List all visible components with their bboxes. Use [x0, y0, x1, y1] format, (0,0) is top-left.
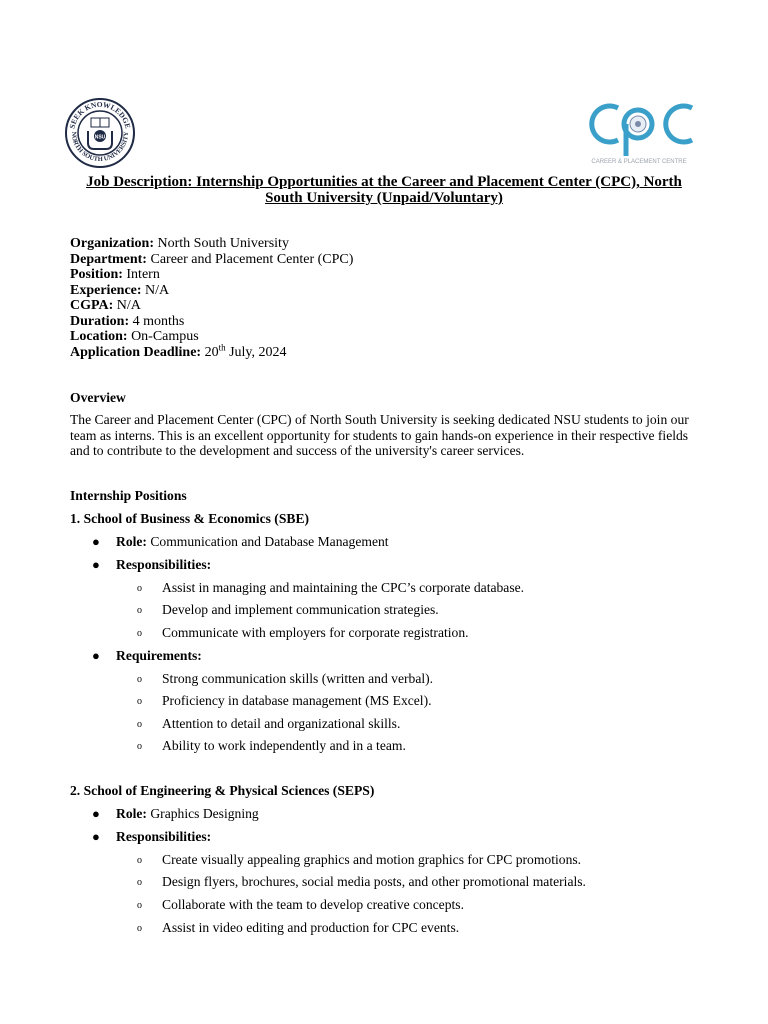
sub-bullet-icon: o: [137, 741, 142, 752]
sub-bullet-icon: o: [137, 923, 142, 934]
title-line-2: South University (Unpaid/Voluntary): [265, 190, 503, 206]
seps-heading: 2. School of Engineering & Physical Sciences (SEPS): [70, 783, 375, 798]
sbe-role: ● Role: Communication and Database Management: [92, 534, 389, 549]
sbe-responsibility-item: o Assist in managing and maintaining the CPC’s corporate database.: [137, 580, 525, 595]
sub-bullet-icon: o: [137, 877, 142, 888]
fact-organization: Organization: North South University: [70, 236, 289, 251]
sub-bullet-icon: o: [137, 583, 142, 594]
overview-heading: Overview: [70, 390, 126, 405]
fact-experience: Experience: N/A: [70, 282, 170, 298]
bullet-icon: ●: [92, 806, 100, 821]
title-line-1: Job Description: Internship Opportunities at the Career and Placement Center (CPC), North: [86, 174, 682, 190]
sbe-requirement-item: o Strong communication skills (written and verbal).: [137, 671, 434, 686]
fact-cgpa: CGPA: N/A: [70, 298, 141, 313]
sbe-responsibilities-label: ● Responsibilities:: [92, 557, 212, 572]
sub-bullet-icon: o: [137, 628, 142, 639]
bullet-icon: ●: [92, 829, 100, 844]
svg-text:SEEK KNOWLEDGE: SEEK KNOWLEDGE: [67, 99, 133, 130]
sub-bullet-icon: o: [137, 674, 142, 685]
positions-heading: Internship Positions: [70, 488, 187, 503]
seps-responsibility-item: o Create visually appealing graphics and motion graphics for CPC promotions.: [137, 852, 582, 867]
sbe-heading: 1. School of Business & Economics (SBE): [70, 511, 310, 526]
seps-responsibility-item: o Design flyers, brochures, social media posts, and other promotional materials.: [137, 874, 586, 889]
fact-department: Department: Career and Placement Center (CPC): [70, 251, 354, 267]
sub-bullet-icon: o: [137, 605, 142, 616]
nsu-seal-logo: [64, 97, 136, 169]
sub-bullet-icon: o: [137, 696, 142, 707]
fact-position: Position: Intern: [70, 267, 160, 282]
fact-deadline: Application Deadline: 20th July, 2024: [70, 341, 287, 360]
sbe-requirement-item: o Attention to detail and organizational skills.: [137, 716, 401, 731]
overview-text: The Career and Placement Center (CPC) of North South University is seeking dedicated NSU students to join our team as interns. This is an excellent opportunity for students to gain hands-on experience in their respective fields and to contribute to the development and success of the university's career services.: [70, 412, 689, 458]
sbe-responsibility-item: o Communicate with employers for corporate registration.: [137, 625, 469, 640]
job-facts: [70, 236, 353, 360]
sbe-requirements-label: ● Requirements:: [92, 648, 202, 663]
sbe-requirement-item: o Proficiency in database management (MS Excel).: [137, 693, 432, 708]
fact-duration: Duration: 4 months: [70, 313, 185, 329]
cpc-logo: [580, 96, 698, 166]
sub-bullet-icon: o: [137, 855, 142, 866]
svg-text:CAREER & PLACEMENT CENTRE: CAREER & PLACEMENT CENTRE: [591, 159, 687, 165]
svg-text:NORTH SOUTH UNIVERSITY: NORTH SOUTH UNIVERSITY: [69, 131, 131, 164]
seps-responsibility-item: o Collaborate with the team to develop creative concepts.: [137, 897, 464, 912]
svg-text:NSU: NSU: [94, 134, 106, 141]
document-title: [70, 174, 698, 206]
bullet-icon: ●: [92, 557, 100, 572]
sub-bullet-icon: o: [137, 900, 142, 911]
sbe-responsibility-item: o Develop and implement communication strategies.: [137, 602, 439, 617]
seps-role: ● Role: Graphics Designing: [92, 806, 259, 821]
bullet-icon: ●: [92, 534, 100, 549]
bullet-icon: ●: [92, 648, 100, 663]
fact-location: Location: On-Campus: [70, 329, 199, 344]
sub-bullet-icon: o: [137, 719, 142, 730]
seps-responsibility-item: o Assist in video editing and production for CPC events.: [137, 920, 460, 935]
seps-responsibilities-label: ● Responsibilities:: [92, 829, 212, 844]
sbe-requirement-item: o Ability to work independently and in a team.: [137, 738, 406, 753]
